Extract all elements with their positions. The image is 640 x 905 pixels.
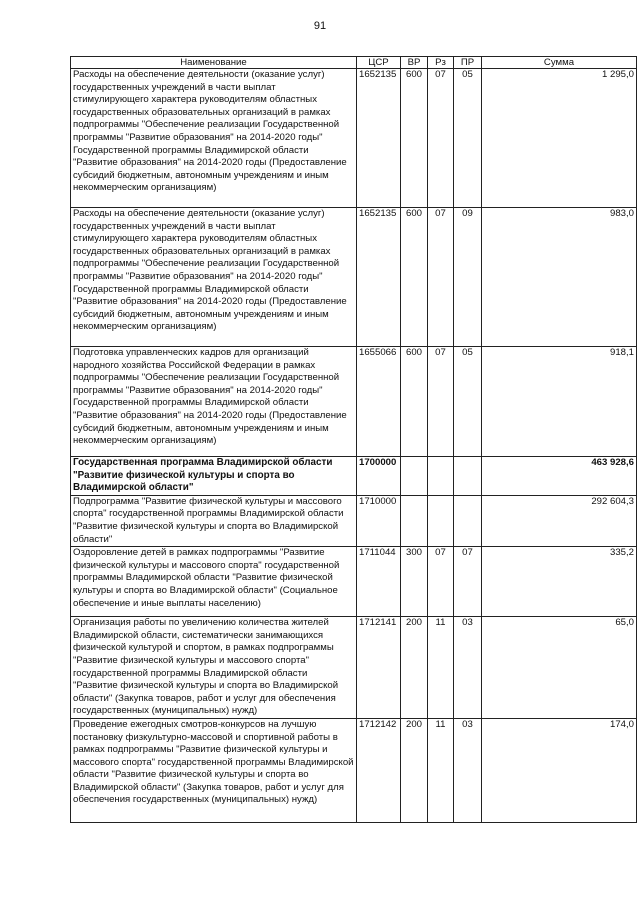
row-pr-cell — [454, 457, 482, 496]
row-sum-cell: 65,0 — [482, 617, 637, 719]
budget-table — [70, 56, 637, 823]
row-name-cell: Государственная программа Владимирской области "Развитие физической культуры и спорта во Владимирской области" — [71, 457, 357, 496]
row-name-cell: Оздоровление детей в рамках подпрограммы "Развитие физической культуры и массового спорта" государственной программы Владимирской области "Развитие физической культуры и спорта во Владимирской области" (Социальное обеспечение и иные выплаты населению) — [71, 547, 357, 617]
table-row — [71, 69, 637, 208]
row-sum-cell: 918,1 — [482, 347, 637, 457]
row-pr-cell: 03 — [454, 718, 482, 822]
header-csr: ЦСР — [357, 57, 401, 69]
row-pr-cell: 05 — [454, 347, 482, 457]
table-row — [71, 208, 637, 347]
row-pr-cell: 03 — [454, 617, 482, 719]
row-csr-cell: 1712141 — [357, 617, 401, 719]
row-sum-cell: 1 295,0 — [482, 69, 637, 208]
row-vr-cell: 600 — [401, 208, 428, 347]
row-vr-cell: 600 — [401, 69, 428, 208]
header-pr: ПР — [454, 57, 482, 69]
row-csr-cell: 1712142 — [357, 718, 401, 822]
row-vr-cell: 300 — [401, 547, 428, 617]
row-rz-cell — [428, 495, 454, 546]
row-vr-cell: 600 — [401, 347, 428, 457]
row-vr-cell — [401, 495, 428, 546]
table-header-row — [71, 57, 637, 69]
table-row — [71, 617, 637, 719]
row-sum-cell: 335,2 — [482, 547, 637, 617]
row-rz-cell — [428, 457, 454, 496]
row-name-cell: Подпрограмма "Развитие физической культуры и массового спорта" государственной программы Владимирской области "Развитие физической культуры и спорта во Владимирской области" — [71, 495, 357, 546]
table-row — [71, 457, 637, 496]
row-csr-cell: 1652135 — [357, 69, 401, 208]
row-rz-cell: 07 — [428, 347, 454, 457]
row-csr-cell: 1710000 — [357, 495, 401, 546]
header-sum: Сумма — [482, 57, 637, 69]
row-name-cell: Расходы на обеспечение деятельности (оказание услуг) государственных учреждений в части выплат стимулирующего характера руководителям областных государственных образовательных организаций в рамках подпрограммы "Обеспечение реализации Государственной программы "Развитие образования" на 2014-2020 годы" Государственной программы Владимирской области "Развитие образования" на 2014-2020 годы (Предоставление субсидий бюджетным, автономным учреждениям и иным некоммерческим организациям) — [71, 69, 357, 208]
header-vr: ВР — [401, 57, 428, 69]
row-csr-cell: 1711044 — [357, 547, 401, 617]
row-sum-cell: 174,0 — [482, 718, 637, 822]
row-pr-cell: 07 — [454, 547, 482, 617]
row-rz-cell: 07 — [428, 208, 454, 347]
row-pr-cell: 05 — [454, 69, 482, 208]
row-rz-cell: 11 — [428, 617, 454, 719]
header-name: Наименование — [71, 57, 357, 69]
row-name-cell: Проведение ежегодных смотров-конкурсов на лучшую постановку физкультурно-массовой и спортивной работы в рамках подпрограммы "Развитие физической культуры и массового спорта" государственной программы Владимирской области "Развитие физической культуры и спорта во Владимирской области" (Закупка товаров, работ и услуг для обеспечения государственных (муниципальных) нужд) — [71, 718, 357, 822]
row-sum-cell: 463 928,6 — [482, 457, 637, 496]
header-rz: Рз — [428, 57, 454, 69]
row-sum-cell: 983,0 — [482, 208, 637, 347]
row-csr-cell: 1652135 — [357, 208, 401, 347]
row-vr-cell — [401, 457, 428, 496]
table-row — [71, 495, 637, 546]
table-row — [71, 547, 637, 617]
row-name-cell: Подготовка управленческих кадров для организаций народного хозяйства Российской Федерации в рамках подпрограммы "Обеспечение реализации Государственной программы "Развитие образования" на 2014-2020 годы" Государственной программы Владимирской области "Развитие образования" на 2014-2020 годы (Предоставление субсидий бюджетным, автономным учреждениям и иным некоммерческим организациям) — [71, 347, 357, 457]
row-name-cell: Расходы на обеспечение деятельности (оказание услуг) государственных учреждений в части выплат стимулирующего характера руководителям областных государственных образовательных организаций в рамках подпрограммы "Обеспечение реализации Государственной программы "Развитие образования" на 2014-2020 годы" Государственной программы Владимирской области "Развитие образования" на 2014-2020 годы (Предоставление субсидий бюджетным, автономным учреждениям и иным некоммерческим организациям) — [71, 208, 357, 347]
row-vr-cell: 200 — [401, 617, 428, 719]
row-sum-cell: 292 604,3 — [482, 495, 637, 546]
row-pr-cell — [454, 495, 482, 546]
row-pr-cell: 09 — [454, 208, 482, 347]
row-rz-cell: 07 — [428, 69, 454, 208]
row-vr-cell: 200 — [401, 718, 428, 822]
row-rz-cell: 11 — [428, 718, 454, 822]
row-rz-cell: 07 — [428, 547, 454, 617]
row-csr-cell: 1700000 — [357, 457, 401, 496]
row-name-cell: Организация работы по увеличению количества жителей Владимирской области, систематически занимающихся физической культурой и спортом, в рамках подпрограммы "Развитие физической культуры и массового спорта" государственной программы Владимирской области "Развитие физической культуры и спорта во Владимирской области" (Закупка товаров, работ и услуг для обеспечения государственных (муниципальных) нужд) — [71, 617, 357, 719]
table-row — [71, 718, 637, 822]
row-csr-cell: 1655066 — [357, 347, 401, 457]
page-number: 91 — [313, 20, 327, 32]
table-row — [71, 347, 637, 457]
